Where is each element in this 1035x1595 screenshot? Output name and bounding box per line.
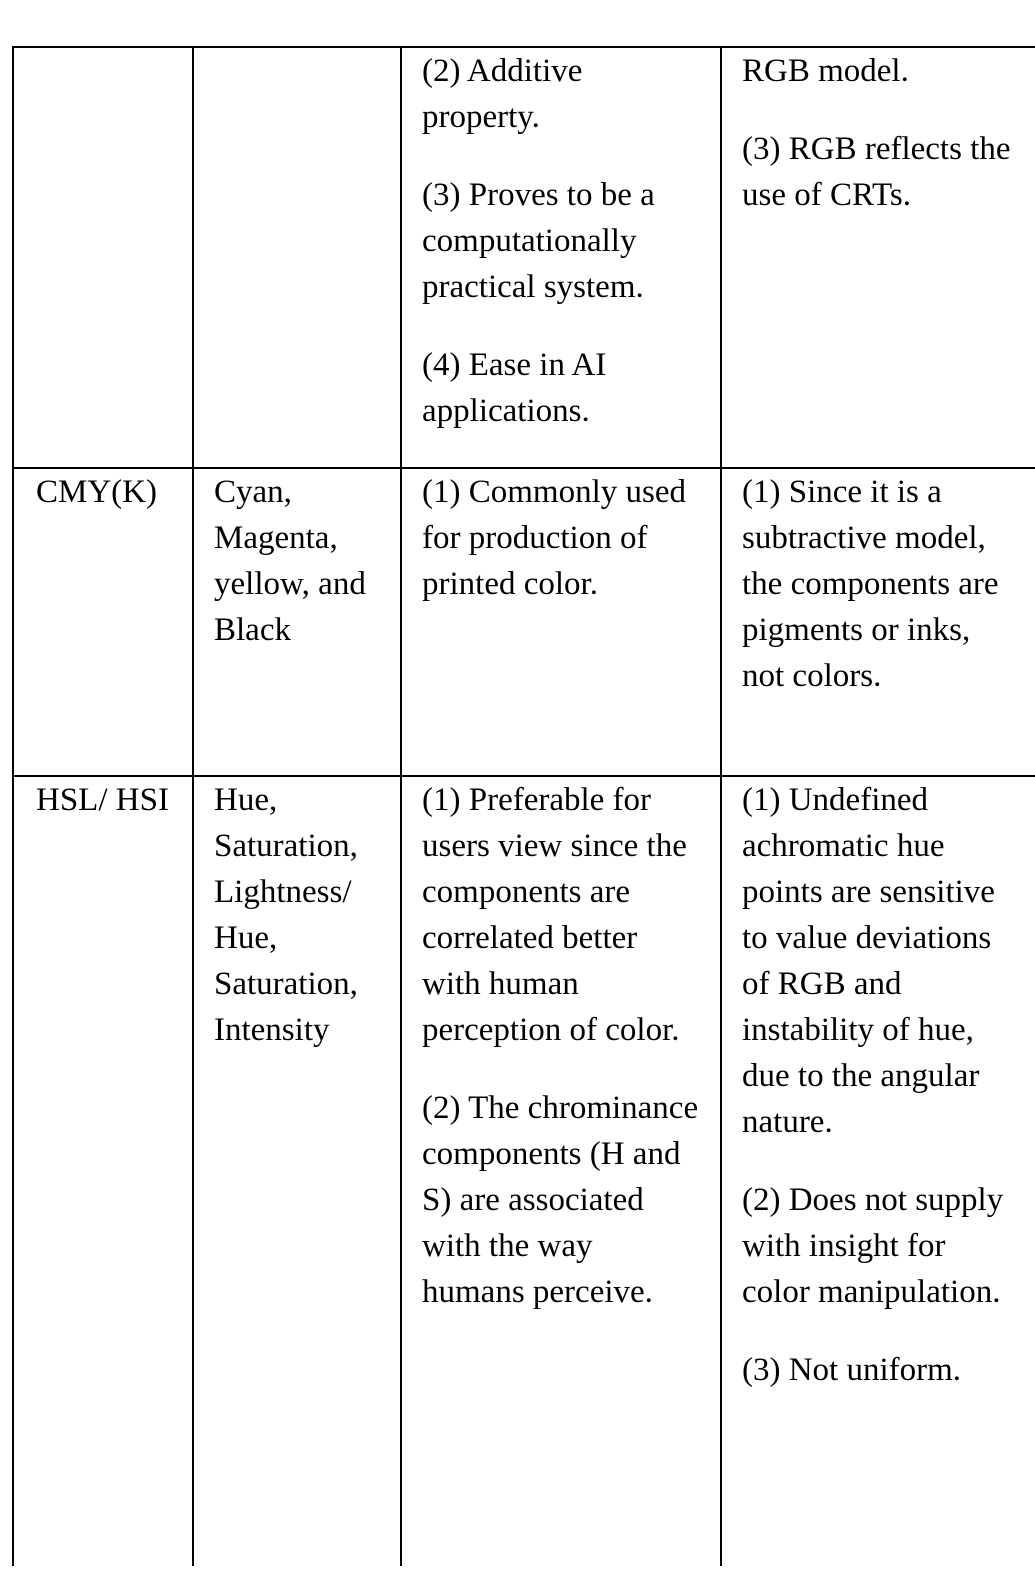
model-name: CMY(K): [36, 474, 157, 510]
components-cell: [193, 776, 401, 1566]
advantage-item: (1) Preferable for users view since the components are correlated better with human perception of color.: [422, 782, 687, 1048]
table-row: [13, 47, 1035, 468]
disadvantage-item: (1) Undefined achromatic hue points are sensitive to value deviations of RGB and instability of hue, due to the angular nature.: [742, 782, 995, 1140]
advantages-cell: [401, 468, 721, 776]
color-model-table: [12, 46, 1035, 1566]
disadvantage-item: RGB model.: [742, 53, 909, 89]
components-text: Hue, Saturation, Lightness/ Hue, Saturation, Intensity: [214, 782, 358, 1048]
advantage-item: (2) The chrominance components (H and S) are associated with the way humans perceive.: [422, 1090, 699, 1310]
disadvantages-cell: [721, 468, 1035, 776]
table-row: [13, 468, 1035, 776]
model-cell: [13, 468, 193, 776]
components-text: Cyan, Magenta, yellow, and Black: [214, 474, 366, 648]
components-cell: [193, 468, 401, 776]
disadvantage-item: (1) Since it is a subtractive model, the components are pigments or inks, not colors.: [742, 474, 999, 694]
disadvantages-cell: [721, 776, 1035, 1566]
model-cell: [13, 776, 193, 1566]
model-cell: [13, 47, 193, 468]
disadvantage-item: (2) Does not supply with insight for color manipulation.: [742, 1182, 1004, 1310]
color-model-table-container: [12, 46, 1035, 1566]
advantage-item: (4) Ease in AI applications.: [422, 347, 607, 429]
model-name: HSL/ HSI: [36, 782, 169, 818]
disadvantage-item: (3) Not uniform.: [742, 1352, 962, 1388]
advantages-cell: [401, 776, 721, 1566]
advantage-item: (1) Commonly used for production of printed color.: [422, 474, 686, 602]
disadvantage-item: (3) RGB reflects the use of CRTs.: [742, 131, 1011, 213]
components-cell: [193, 47, 401, 468]
advantages-cell: [401, 47, 721, 468]
table-row: [13, 776, 1035, 1566]
advantage-item: (3) Proves to be a computationally practical system.: [422, 177, 655, 305]
disadvantages-cell: [721, 47, 1035, 468]
advantage-item: (2) Additive property.: [422, 53, 583, 135]
